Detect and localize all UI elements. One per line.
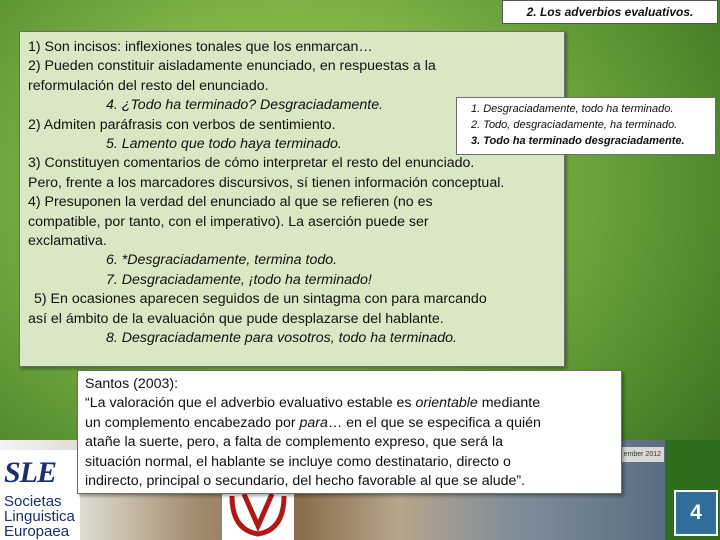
examples-box — [456, 97, 716, 155]
quote-line-3: atañe la suerte, pero, a falta de complemento expreso, que será la — [85, 434, 503, 451]
point-3-cont: Pero, frente a los marcadores discursivos, sí tienen información conceptual. — [28, 174, 505, 191]
example-4: 4. ¿Todo ha terminado? Desgraciadamente. — [106, 97, 384, 114]
quote-line-1a: “La valoración que el adverbio evaluativo estable es — [85, 395, 416, 412]
point-2b: 2) Admiten paráfrasis con verbos de sentimiento. — [28, 116, 336, 133]
point-3: 3) Constituyen comentarios de cómo interpretar el resto del enunciado. — [28, 155, 475, 172]
slide-title: 2. Los adverbios evaluativos. — [502, 0, 718, 24]
quote-line-2c: … en el que se especifica a quién — [327, 414, 541, 431]
sle-logo-mark: SLE — [4, 456, 57, 489]
sle-logo-line1: Societas — [4, 493, 62, 510]
page-number-badge: 4 — [674, 490, 718, 536]
quote-line-2b: para — [299, 414, 328, 431]
date-fragment: ember 2012 — [618, 447, 664, 462]
point-5-cont: así el ámbito de la evaluación que pude desplazarse del hablante. — [28, 310, 444, 327]
point-2: 2) Pueden constituir aisladamente enunciado, en respuestas a la — [28, 58, 436, 75]
quote-line-4: situación normal, el hablante se incluye como destinatario, directo o — [85, 453, 511, 470]
sle-logo-line3: Europaea — [4, 523, 70, 540]
point-4: 4) Presuponen la verdad del enunciado al que se refieren (no es — [28, 194, 433, 211]
example-8: 8. Desgraciadamente para vosotros, todo ha terminado. — [106, 330, 457, 347]
point-4-cont2: exclamativa. — [28, 233, 107, 250]
sle-logo-line2: Linguistica — [4, 508, 75, 525]
quote-line-2a: un complemento encabezado por — [85, 414, 300, 431]
example-7: 7. Desgraciadamente, ¡todo ha terminado! — [106, 271, 372, 288]
quote-source: Santos (2003): — [85, 376, 179, 392]
main-content-panel — [19, 31, 565, 367]
quote-line-2 — [85, 414, 621, 433]
point-5: 5) En ocasiones aparecen seguidos de un sintagma con para marcando — [34, 291, 487, 308]
quote-line-5: indirecto, principal o secundario, del hecho favorable al que se alude”. — [85, 473, 526, 490]
example-2: 2. Todo, desgraciadamente, ha terminado. — [471, 119, 678, 131]
university-logo-icon — [222, 486, 294, 540]
example-6: 6. *Desgraciadamente, termina todo. — [106, 252, 338, 269]
example-3: 3. Todo ha terminado desgraciadamente. — [471, 135, 685, 147]
point-1: 1) Son incisos: inflexiones tonales que los enmarcan… — [28, 39, 373, 55]
sle-logo — [0, 450, 80, 540]
example-1: 1. Desgraciadamente, todo ha terminado. — [471, 103, 674, 115]
point-4-cont: compatible, por tanto, con el imperativo). La aserción puede ser — [28, 213, 429, 230]
quote-line-1b: orientable — [415, 395, 478, 412]
quote-line-1 — [85, 394, 621, 413]
quote-box — [77, 370, 622, 494]
point-2-cont: reformulación del resto del enunciado. — [28, 77, 269, 94]
quote-line-1c: mediante — [477, 395, 541, 412]
example-5: 5. Lamento que todo haya terminado. — [106, 136, 342, 153]
